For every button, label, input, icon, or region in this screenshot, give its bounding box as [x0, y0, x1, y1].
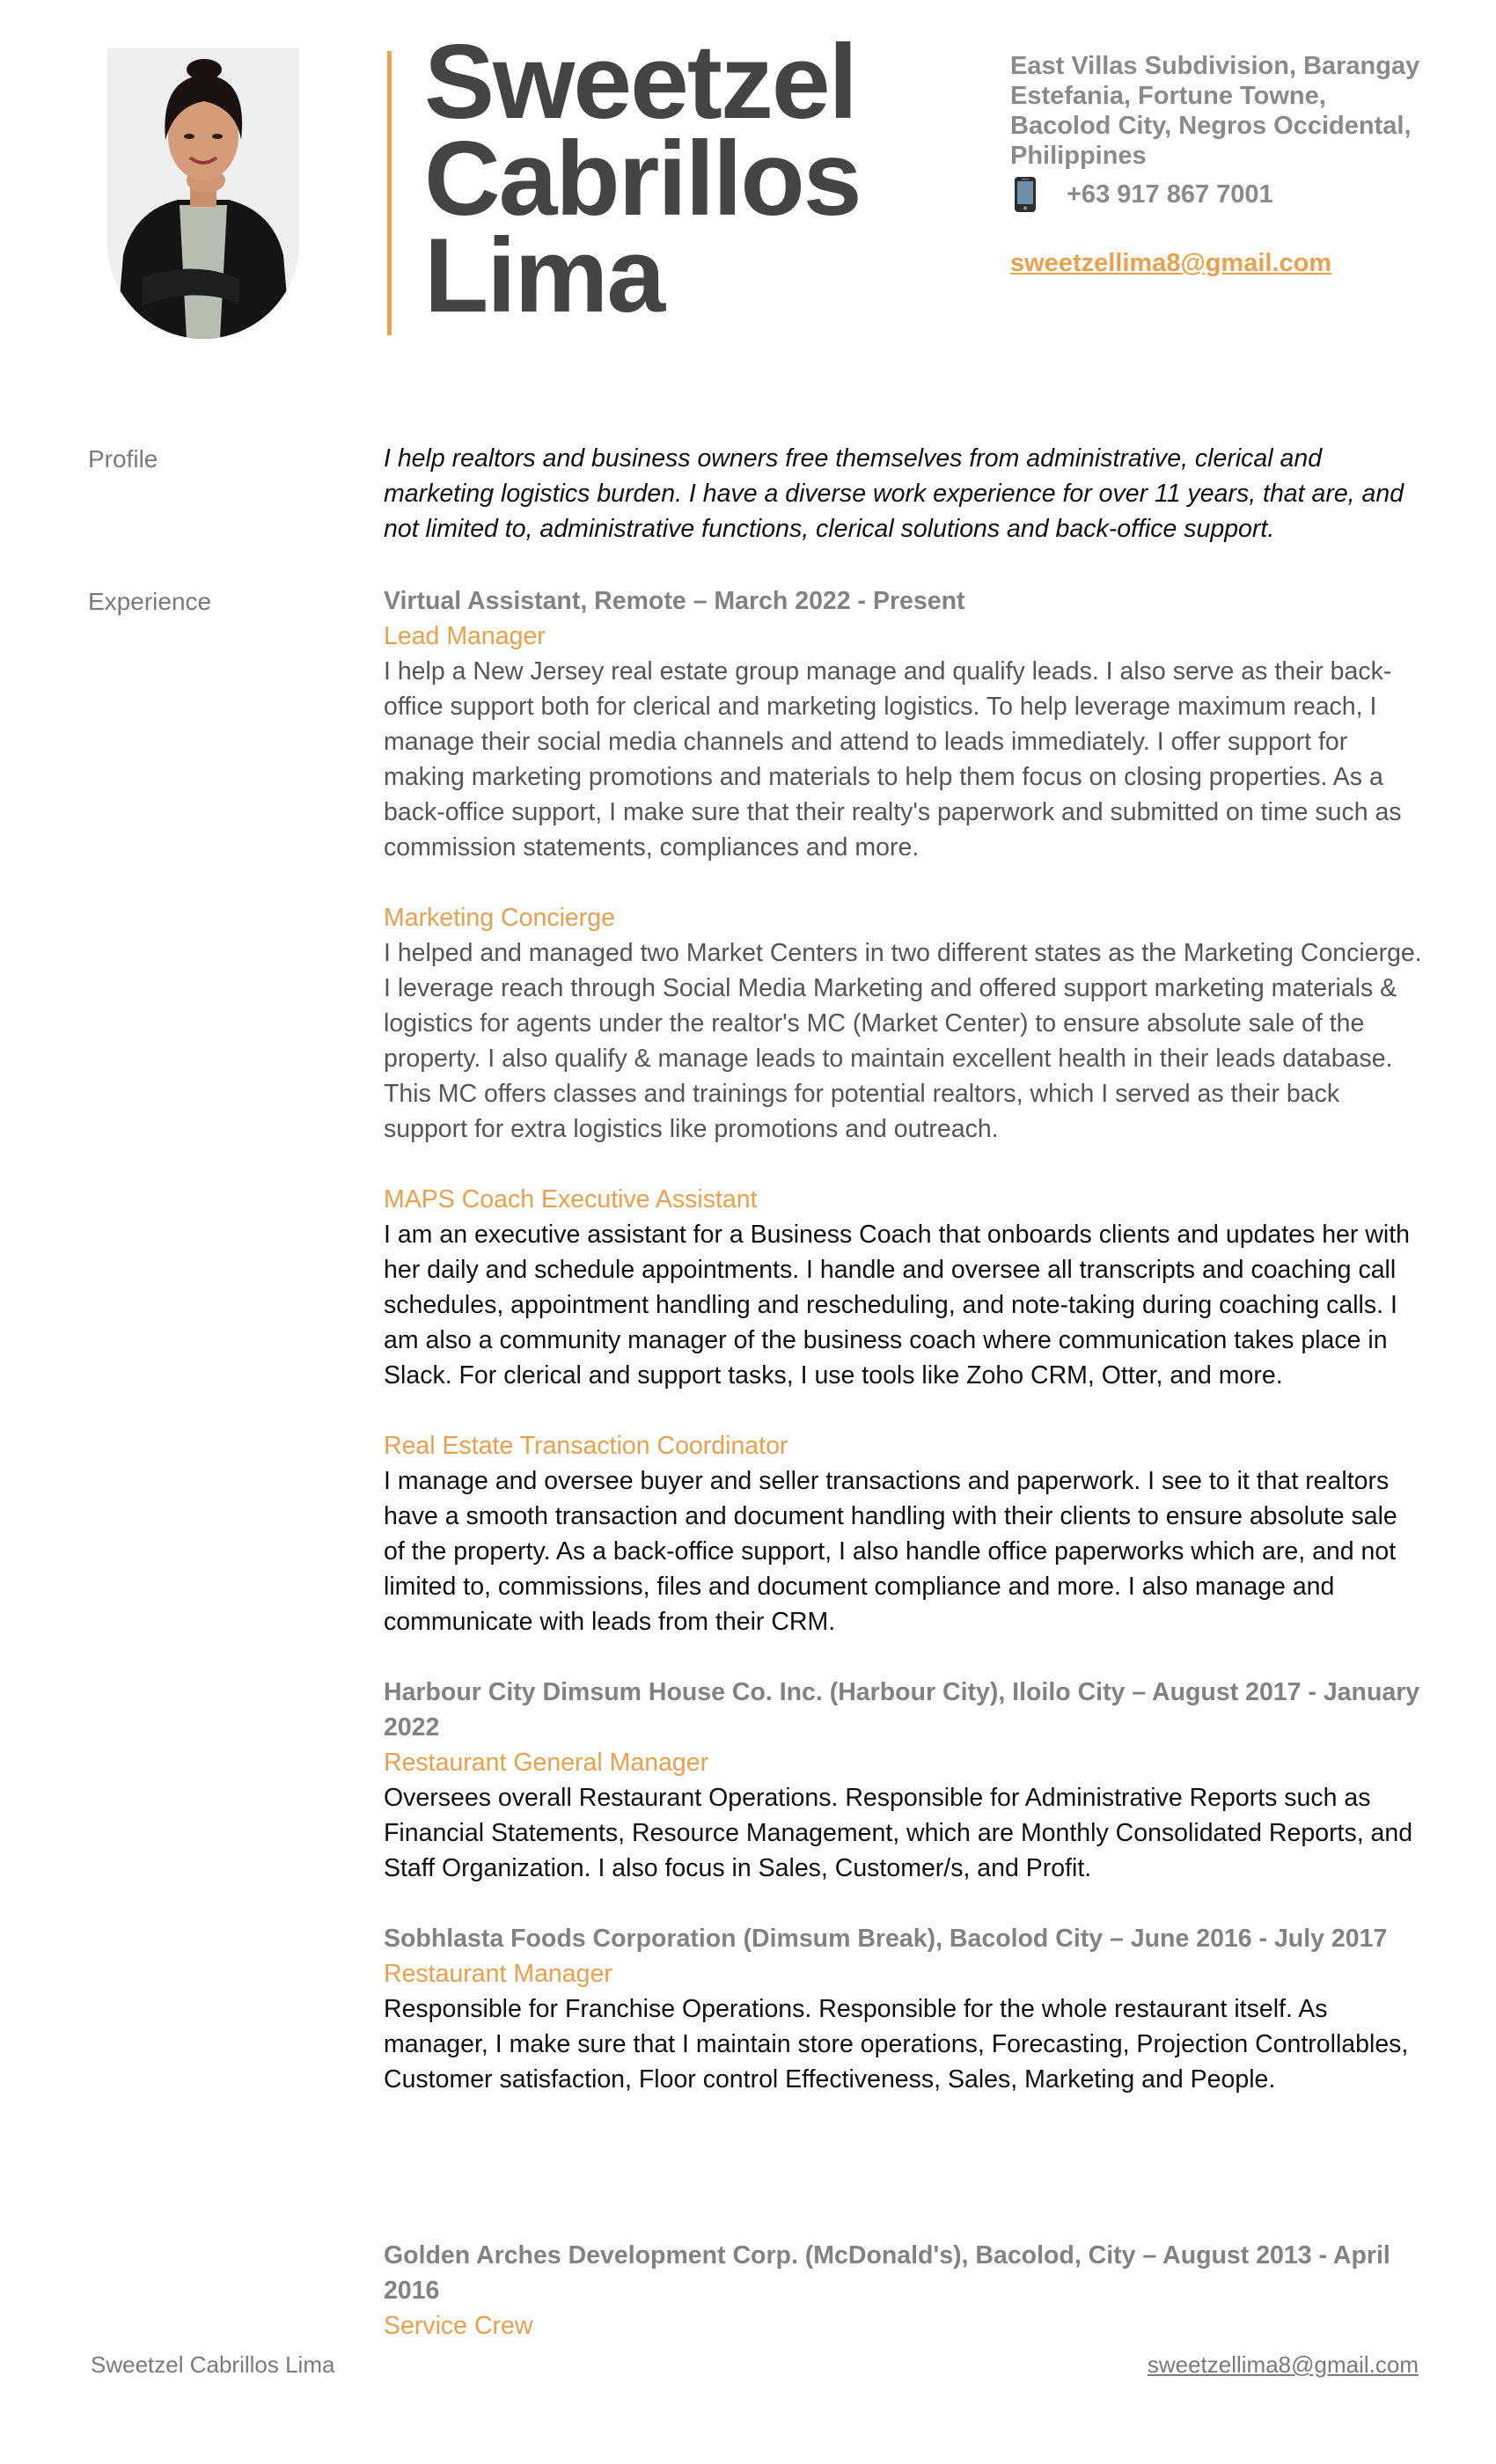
- job-role-title: Real Estate Transaction Coordinator: [384, 1432, 788, 1460]
- first-name: Sweetzel: [424, 23, 856, 141]
- job-role-description: I help a New Jersey real estate group manage and qualify leads. I also serve as their back-office support both for clerical and marketing logistics. To help leverage maximum reach, I manage their social media channels and attend to leads immediately. I offer support for making marketing promotions and materials to help them focus on closing properties. As a back-office support, I make sure that their realty's paperwork and submitted on time such as commission statements, compliances and more.: [384, 657, 1402, 862]
- job-role-title: Service Crew: [384, 2312, 533, 2340]
- job-role-title: Restaurant Manager: [384, 1960, 612, 1988]
- experience-list: [384, 583, 1422, 2097]
- profile-photo: [107, 48, 299, 339]
- job-company: Virtual Assistant, Remote – March 2022 - Present: [384, 587, 965, 615]
- job-role-description: I am an executive assistant for a Business Coach that onboards clients and updates her with her daily and schedule appointments. I handle and oversee all transcripts and coaching call schedules, appointment handling and rescheduling, and note-taking during coaching calls. I am also a community manager of the business coach where communication takes place in Slack. For clerical and support tasks, I use tools like Zoho CRM, Otter, and more.: [384, 1221, 1410, 1390]
- mobile-phone-icon: [1014, 176, 1037, 213]
- last-name: Lima: [424, 216, 664, 334]
- job-role-title: Lead Manager: [384, 622, 546, 650]
- footer-name: Sweetzel Cabrillos Lima: [91, 2351, 335, 2378]
- profile-text: I help realtors and business owners free themselves from administrative, clerical and marketing logistics burden. I have a diverse work experience for over 11 years, that are, and not limited to, administrative functions, clerical solutions and back-office support.: [384, 444, 1404, 543]
- job-role-title: Marketing Concierge: [384, 904, 615, 932]
- email-link[interactable]: sweetzellima8@gmail.com: [1010, 249, 1332, 277]
- job-role-title: MAPS Coach Executive Assistant: [384, 1185, 758, 1214]
- job-role-description: Oversees overall Restaurant Operations. Responsible for Administrative Reports such as Financial Statements, Resource Management, which are Monthly Consolidated Reports, and Staff Organization. I also focus in Sales, Customer/s, and Profit.: [384, 1784, 1413, 1882]
- footer-email-link[interactable]: sweetzellima8@gmail.com: [1147, 2351, 1419, 2378]
- experience-list-continued: [384, 2238, 1422, 2343]
- job-role-description: I helped and managed two Market Centers in two different states as the Marketing Concierge. I leverage reach through Social Media Marketing and offered support marketing materials & logistics for agents under the realtor's MC (Market Center) to ensure absolute sale of the property. I also qualify & manage leads to maintain excellent health in their leads database. This MC offers classes and trainings for potential realtors, which I served as their back support for extra logistics like promotions and outreach.: [384, 939, 1422, 1143]
- name-accent-bar: [387, 51, 392, 335]
- job-role-description: I manage and oversee buyer and seller transactions and paperwork. I see to it that realtors have a smooth transaction and document handling with their clients to ensure absolute sale of the property. As a back-office support, I also handle office paperworks which are, and not limited to, commissions, files and document compliance and more. I also manage and communicate with leads from their CRM.: [384, 1467, 1397, 1636]
- phone-number: +63 917 867 7001: [1067, 180, 1273, 209]
- experience-label: Experience: [88, 588, 212, 615]
- job-company: Harbour City Dimsum House Co. Inc. (Harbour City), Iloilo City – August 2017 - January 2022: [384, 1678, 1420, 1742]
- job-role-description: Responsible for Franchise Operations. Responsible for the whole restaurant itself. As manager, I make sure that I maintain store operations, Forecasting, Projection Controllables, Customer satisfaction, Floor control Effectiveness, Sales, Marketing and People.: [384, 1995, 1409, 2094]
- address: East Villas Subdivision, Barangay Estefania, Fortune Towne, Bacolod City, Negros Occidental, Philippines: [1010, 52, 1420, 170]
- job-role-title: Restaurant General Manager: [384, 1749, 709, 1777]
- job-company: Sobhlasta Foods Corporation (Dimsum Break), Bacolod City – June 2016 - July 2017: [384, 1925, 1388, 1953]
- profile-label: Profile: [88, 445, 158, 473]
- phone-row: [1010, 176, 1273, 213]
- middle-name: Cabrillos: [424, 120, 861, 238]
- full-name-heading: [424, 23, 861, 334]
- job-company: Golden Arches Development Corp. (McDonald's), Bacolod, City – August 2013 - April 2016: [384, 2241, 1390, 2305]
